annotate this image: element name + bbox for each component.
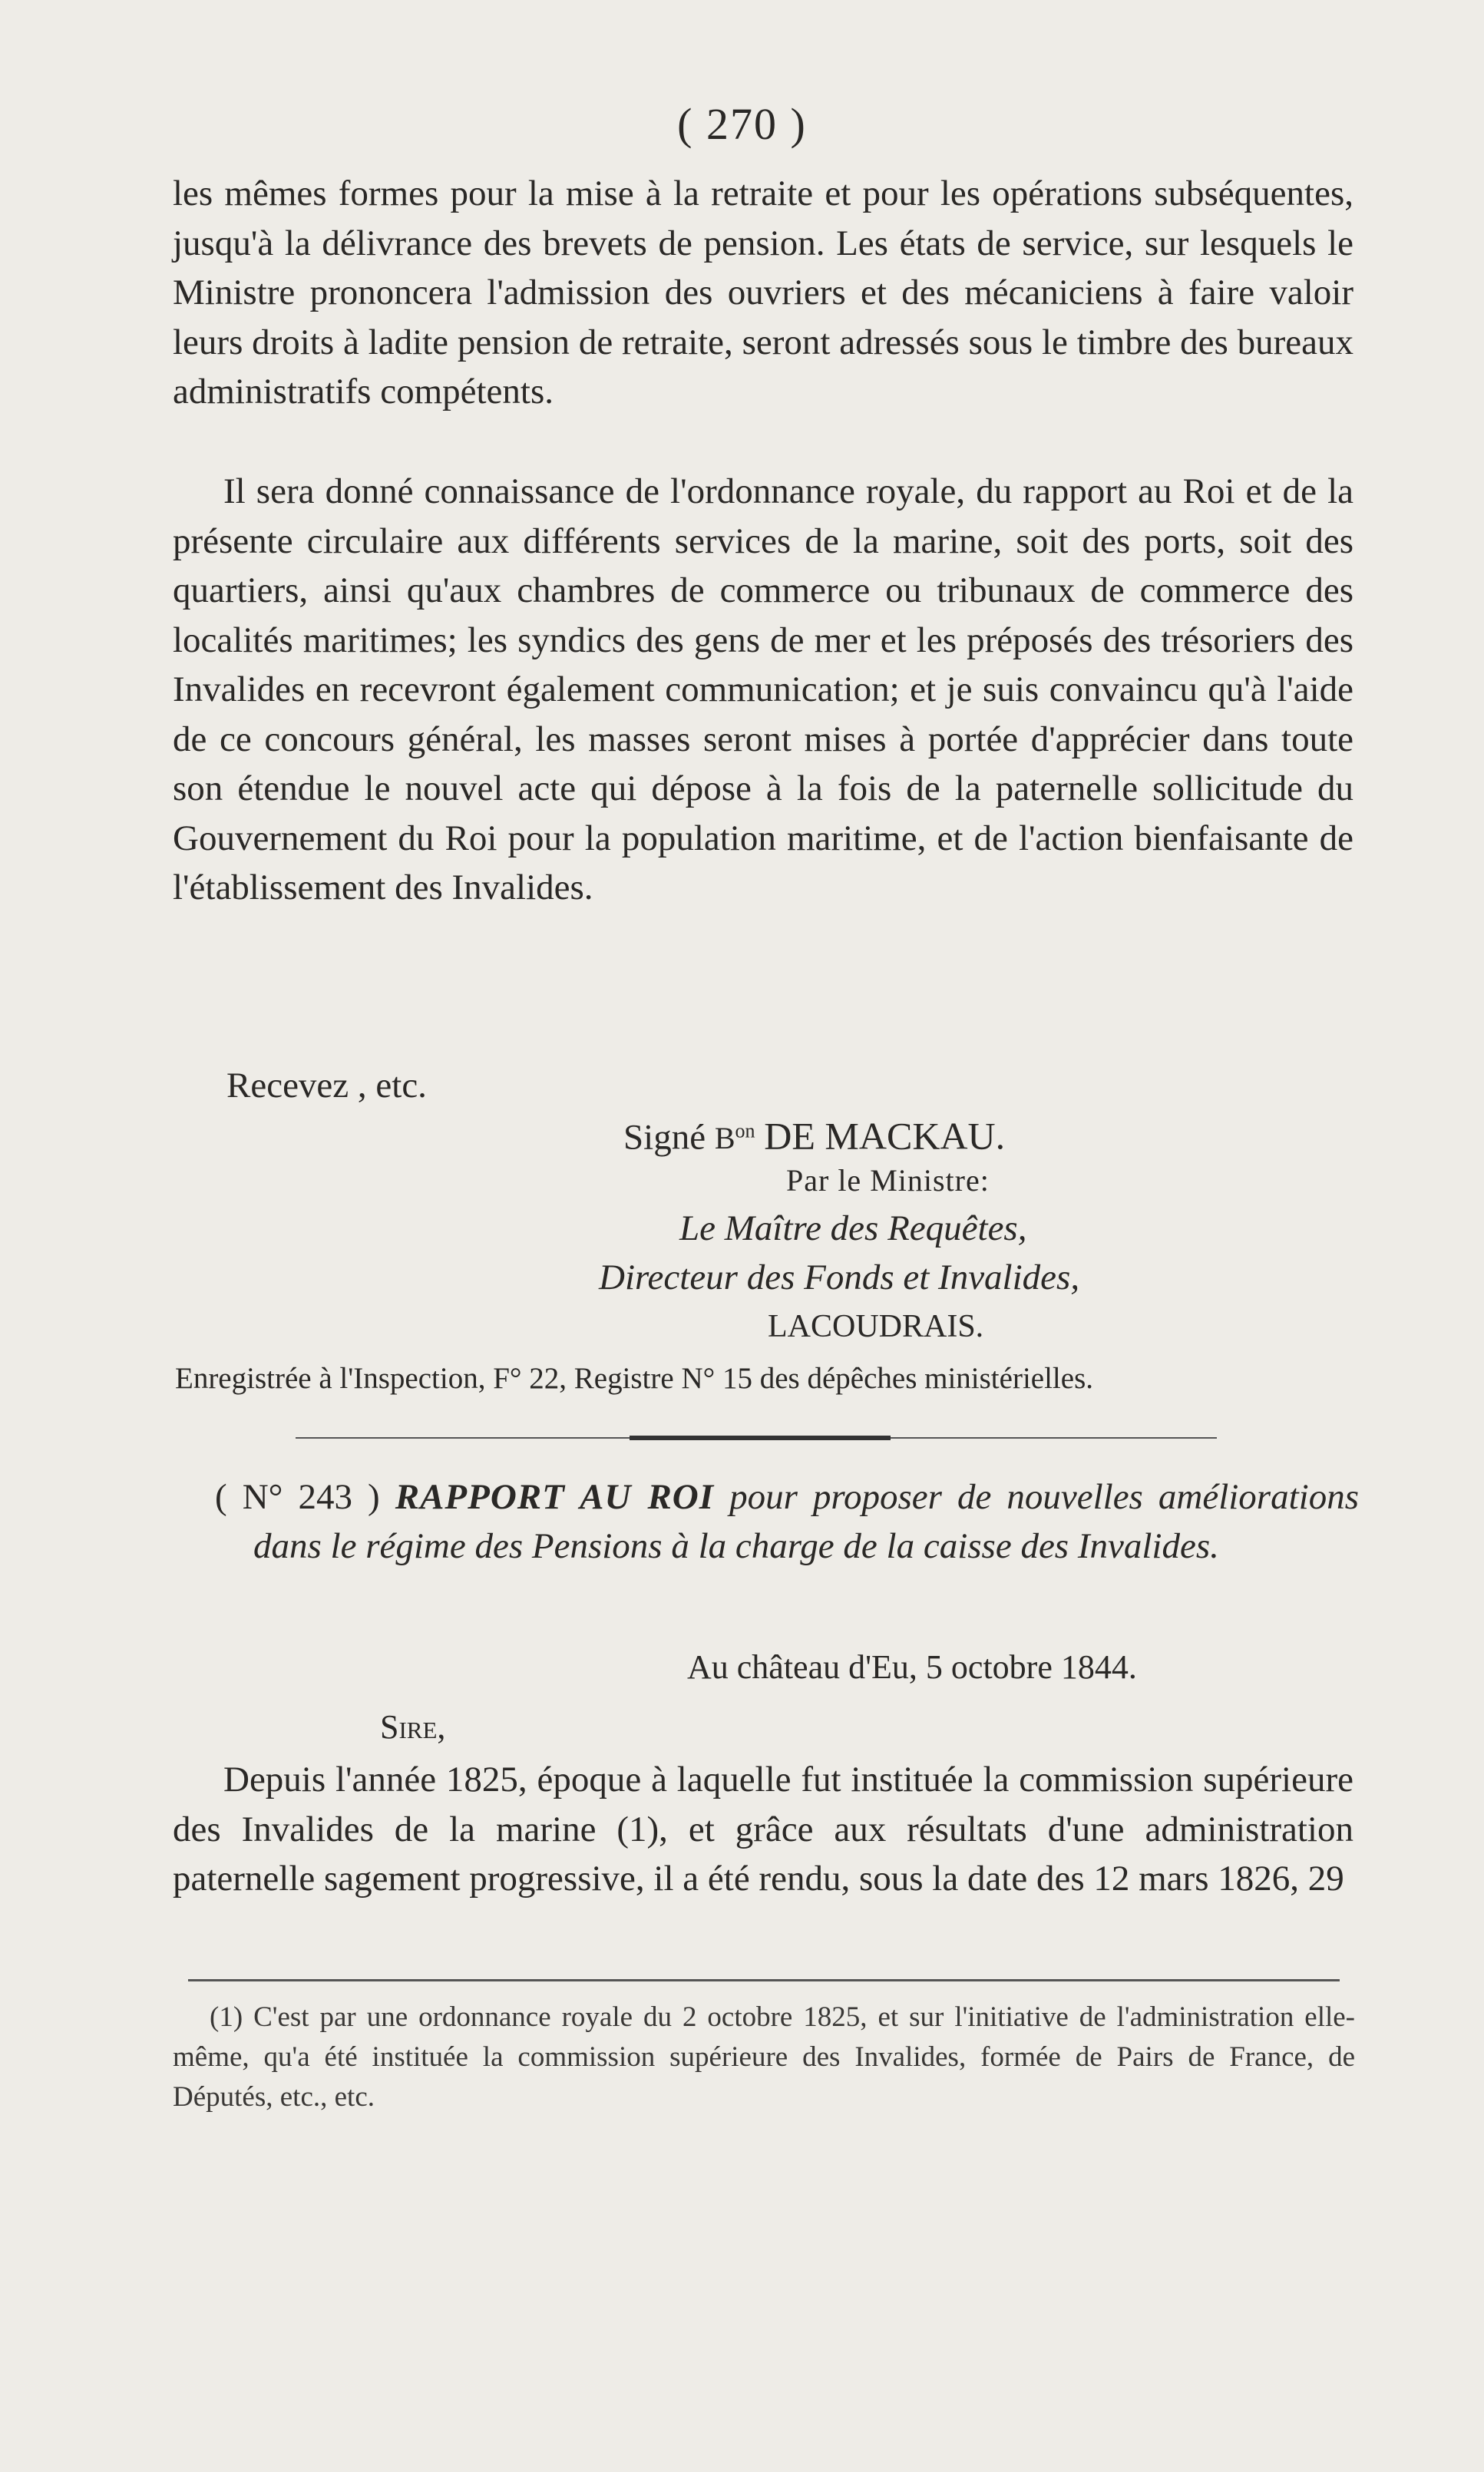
paragraph-continuation <box>173 169 1353 417</box>
signe-label: Signé <box>623 1117 706 1158</box>
signatory-role-1: Le Maître des Requêtes, <box>679 1208 1027 1248</box>
report-number: ( N° 243 ) <box>215 1477 380 1517</box>
registration-note: Enregistrée à l'Inspection, F° 22, Registre N° 15 des dépêches ministérielles. <box>175 1362 1093 1395</box>
report-title-rest: pour proposer de nouvelles améliorations dans le régime des Pensions à la charge de la caisse des Invalides. <box>253 1477 1360 1566</box>
signer-name: LACOUDRAIS. <box>768 1309 984 1344</box>
paragraph-text: Depuis l'année 1825, époque à laquelle fut instituée la commission supérieure des Invalides de la marine (1), et grâce aux résultats d'une administration paternelle sagement progressive, il a été rendu, sous la date des 12 mars 1826, 29 <box>173 1760 1353 1899</box>
baron-title: $B^{on}$ <box>714 1120 755 1156</box>
signatory-role-2: Directeur des Fonds et Invalides, <box>599 1257 1080 1297</box>
paragraph-text: les mêmes formes pour la mise à la retraite et pour les opérations subséquentes, jusqu'à la délivrance des brevets de pension. Les états de service, sur lesquels le Ministre prononcera l'admission des ouvriers et des mécaniciens à faire valoir leurs droits à ladite pension de retraite, seront adressés sous le timbre des bureaux administratifs compétents. <box>173 174 1353 411</box>
par-le-ministre: Par le Ministre: <box>786 1163 990 1198</box>
report-title-caps: RAPPORT AU ROI <box>395 1477 715 1517</box>
paragraph-text: Il sera donné connaissance de l'ordonnance royale, du rapport au Roi et de la présente circulaire aux différents services de la marine, soit des ports, soit des quartiers, ainsi qu'aux chambres de commerce ou tribunaux de commerce des localités maritimes; les syndics des gens de mer et les préposés des trésoriers des Invalides en recevront également communication; et je suis convaincu qu'à l'aide de ce concours général, les masses seront mises à portée d'apprécier dans toute son étendue le nouvel acte qui dépose à la fois de la paternelle sollicitude du Gouvernement du Roi pour la population maritime, et de l'action bienfaisante de l'établissement des Invalides. <box>173 471 1353 907</box>
place-date: Au château d'Eu, 5 octobre 1844. <box>687 1648 1137 1686</box>
closing-formula: Recevez , etc. <box>226 1066 427 1105</box>
footnote-rule <box>188 1979 1340 1981</box>
report-body <box>173 1755 1353 1904</box>
footnote <box>173 1998 1355 2117</box>
signatory-name: DE MACKAU. <box>764 1114 1006 1158</box>
report-heading <box>215 1472 1359 1571</box>
footnote-text: (1) C'est par une ordonnance royale du 2 octobre 1825, et sur l'initiative de l'administration elle-même, qu'a été instituée la commission supérieure des Invalides, formée de Pairs de France, de Députés, etc., etc. <box>173 2001 1355 2113</box>
salutation: Sire, <box>380 1708 446 1746</box>
section-divider-ornament <box>630 1436 891 1440</box>
paragraph-circular <box>173 467 1353 913</box>
page-number: ( 270 ) <box>677 99 807 149</box>
signature-line <box>623 1107 1005 1163</box>
